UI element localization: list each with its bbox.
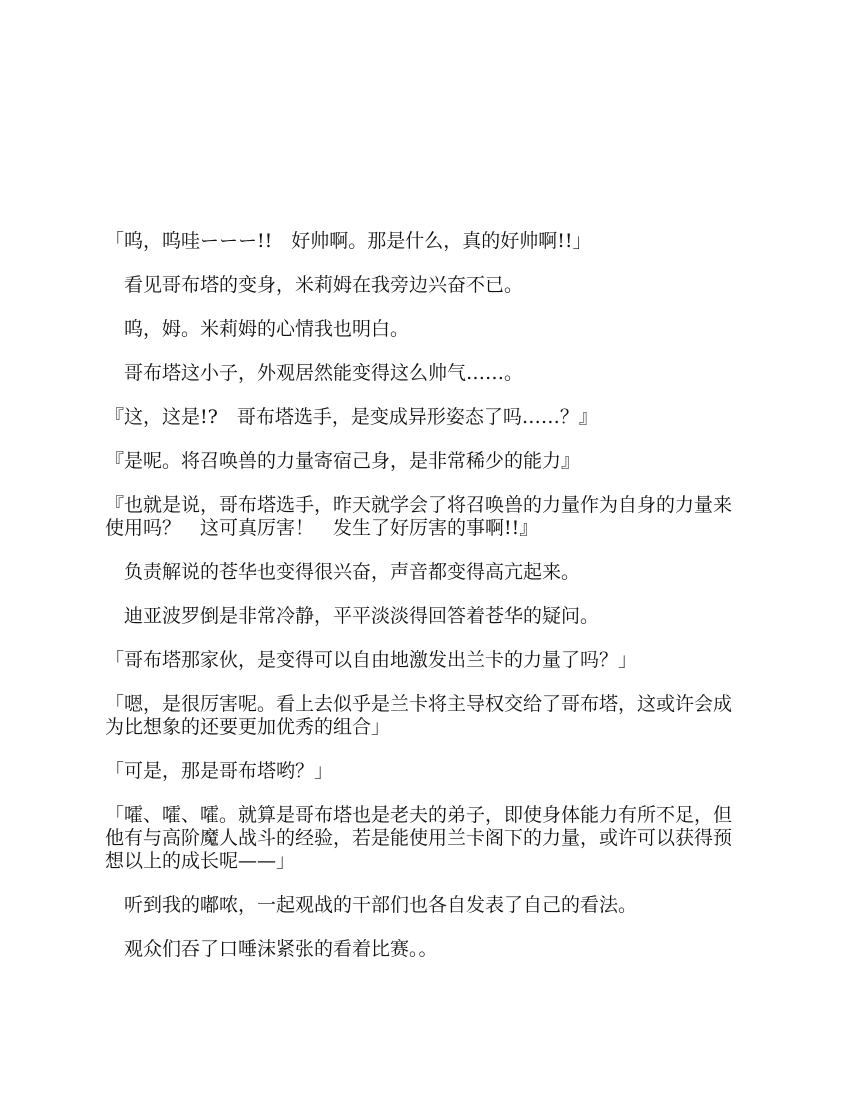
paragraph-narration: 负责解说的苍华也变得很兴奋，声音都变得高亢起来。	[105, 561, 581, 583]
paragraph-commentary: 『也就是说，哥布塔选手，昨天就学会了将召唤兽的力量作为自身的力量来使用吗？ 这可真厉害！ 发生了好厉害的事啊!!』	[105, 494, 733, 539]
paragraph-dialogue: 「呜，呜哇ーーー!! 好帅啊。那是什么，真的好帅啊!!」	[105, 230, 592, 252]
paragraph-narration: 观众们吞了口唾沫紧张的看着比赛。。	[105, 938, 438, 960]
body-text	[105, 230, 750, 982]
paragraph-narration: 看见哥布塔的变身，米莉姆在我旁边兴奋不已。	[105, 274, 524, 296]
paragraph-dialogue: 「可是，那是哥布塔哟？」	[105, 760, 334, 782]
paragraph-commentary: 『是呢。将召唤兽的力量寄宿己身，是非常稀少的能力』	[105, 450, 581, 472]
paragraph-narration: 哥布塔这小子，外观居然能变得这么帅气……。	[105, 362, 524, 384]
paragraph-narration: 呜，姆。米莉姆的心情我也明白。	[105, 318, 410, 340]
paragraph-commentary: 『这，这是!? 哥布塔选手，是变成异形姿态了吗……？』	[105, 406, 598, 428]
paragraph-narration: 迪亚波罗倒是非常冷静，平平淡淡得回答着苍华的疑问。	[105, 605, 600, 627]
paragraph-narration: 听到我的嘟哝，一起观战的干部们也各自发表了自己的看法。	[105, 894, 638, 916]
paragraph-dialogue: 「嚯、嚯、嚯。就算是哥布塔也是老夫的弟子，即使身体能力有所不足，但他有与高阶魔人战斗的经验，若是能使用兰卡阁下的力量，或许可以获得预想以上的成长呢——」	[105, 804, 733, 872]
paragraph-dialogue: 「嗯，是很厉害呢。看上去似乎是兰卡将主导权交给了哥布塔，这或许会成为比想象的还要更加优秀的组合」	[105, 693, 733, 738]
paragraph-dialogue: 「哥布塔那家伙，是变得可以自由地激发出兰卡的力量了吗？」	[105, 649, 638, 671]
